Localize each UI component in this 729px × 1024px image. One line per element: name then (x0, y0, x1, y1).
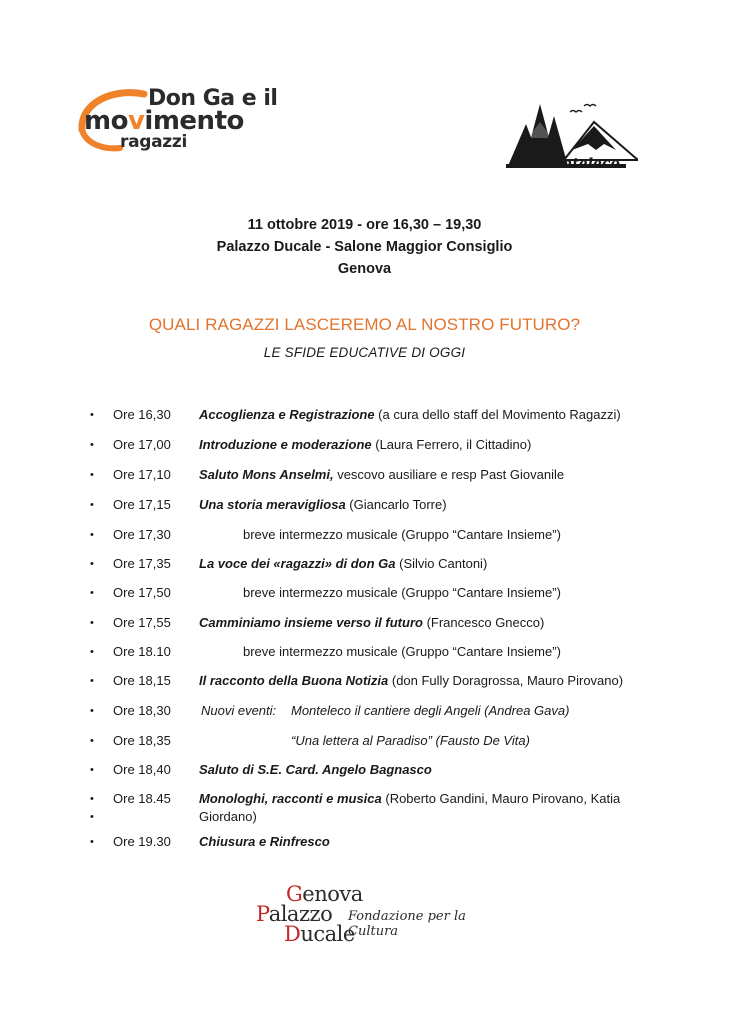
program-time: Ore 17,15 (113, 497, 171, 512)
program-time: Ore 18,35 (113, 733, 171, 748)
program-time: Ore 17,10 (113, 467, 171, 482)
program-desc: La voce dei «ragazzi» di don Ga (Silvio Cantoni) (199, 556, 488, 571)
logo-line-3: ragazzi (120, 132, 188, 152)
program-time: Ore 16,30 (113, 407, 171, 422)
program-item (0, 465, 729, 487)
event-date-time: 11 ottobre 2019 - ore 16,30 – 19,30 (247, 217, 482, 233)
program-time: Ore 18,15 (113, 673, 171, 688)
program-item (0, 525, 729, 547)
program-item (0, 731, 729, 753)
program-desc: Il racconto della Buona Notizia (don Fully Doragrossa, Mauro Pirovano) (199, 673, 624, 688)
program-time: Ore 17,30 (113, 527, 171, 542)
program-item (0, 671, 729, 693)
program-desc: Monteleco il cantiere degli Angeli (Andrea Gava) (291, 703, 570, 718)
bullet: • (90, 587, 94, 599)
logo-line-1: Don Ga e il (148, 86, 278, 111)
program-time: Ore 18.45 (113, 791, 171, 806)
event-city: Genova (337, 261, 392, 277)
logo-line-2: movimento (84, 106, 244, 136)
bullet: • (90, 675, 94, 687)
monteleco-logo (506, 98, 638, 180)
program-desc: “Una lettera al Paradiso” (Fausto De Vita) (291, 733, 530, 748)
don-ga-movimento-ragazzi-logo (74, 84, 284, 156)
program-desc: Monologhi, racconti e musica (Roberto Gandini, Mauro Pirovano, Katia (199, 791, 621, 806)
program-time: Ore 19.30 (113, 834, 171, 849)
bullet: • (90, 558, 94, 570)
bullet: • (90, 811, 94, 823)
palazzo-ducale-logo (256, 882, 476, 944)
program-time: Ore 18.10 (113, 644, 171, 659)
program-desc: Saluto di S.E. Card. Angelo Bagnasco (199, 762, 432, 777)
program-desc: Chiusura e Rinfresco (199, 834, 330, 849)
logo-fondazione: Fondazione per la Cultura (348, 909, 466, 939)
program-time: Ore 17,55 (113, 615, 171, 630)
program-item (0, 405, 729, 427)
program-desc-continued: Giordano) (199, 809, 257, 824)
program-desc: breve intermezzo musicale (Gruppo “Cantare Insieme”) (243, 585, 561, 600)
program-item (0, 642, 729, 664)
program-item (0, 495, 729, 517)
bullet: • (90, 836, 94, 848)
program-item (0, 435, 729, 457)
program-time: Ore 17,50 (113, 585, 171, 600)
event-place: Palazzo Ducale - Salone Maggior Consiglio (216, 239, 513, 255)
program-desc: Introduzione e moderazione (Laura Ferrero, il Cittadino) (199, 437, 532, 452)
program-desc: Saluto Mons Anselmi, vescovo ausiliare e resp Past Giovanile (199, 467, 565, 482)
bullet: • (90, 617, 94, 629)
program-desc: Una storia meravigliosa (Giancarlo Torre) (199, 497, 447, 512)
bullet: • (90, 705, 94, 717)
program-time: Ore 17,00 (113, 437, 171, 452)
program-desc: breve intermezzo musicale (Gruppo “Cantare Insieme”) (243, 644, 561, 659)
program-item (0, 583, 729, 605)
program-desc: Accoglienza e Registrazione (a cura dello staff del Movimento Ragazzi) (199, 407, 621, 422)
program-item (0, 554, 729, 576)
program-item (0, 701, 729, 723)
program-desc: Camminiamo insieme verso il futuro (Francesco Gnecco) (199, 615, 545, 630)
page-title: QUALI RAGAZZI LASCEREMO AL NOSTRO FUTURO? (148, 315, 581, 334)
program-time: Ore 18,30 (113, 703, 171, 718)
logo-genova: Genova (286, 882, 363, 906)
bullet: • (90, 793, 94, 805)
program-desc-label: Nuovi eventi: (201, 703, 277, 718)
bullet: • (90, 439, 94, 451)
bullet: • (90, 499, 94, 511)
program-desc: breve intermezzo musicale (Gruppo “Cantare Insieme”) (243, 527, 561, 542)
program-item (0, 613, 729, 635)
bullet: • (90, 469, 94, 481)
program-time: Ore 17,35 (113, 556, 171, 571)
bullet: • (90, 529, 94, 541)
program-item (0, 789, 729, 829)
program-item (0, 832, 729, 854)
bullet: • (90, 764, 94, 776)
bullet: • (90, 409, 94, 421)
page-subtitle: LE SFIDE EDUCATIVE DI OGGI (263, 345, 466, 360)
monteleco-logo-text: monteleco (538, 156, 620, 172)
program-time: Ore 18,40 (113, 762, 171, 777)
program-item (0, 760, 729, 782)
logo-ducale: Ducale (284, 922, 355, 946)
bullet: • (90, 735, 94, 747)
bullet: • (90, 646, 94, 658)
logo-palazzo: Palazzo (256, 902, 333, 926)
